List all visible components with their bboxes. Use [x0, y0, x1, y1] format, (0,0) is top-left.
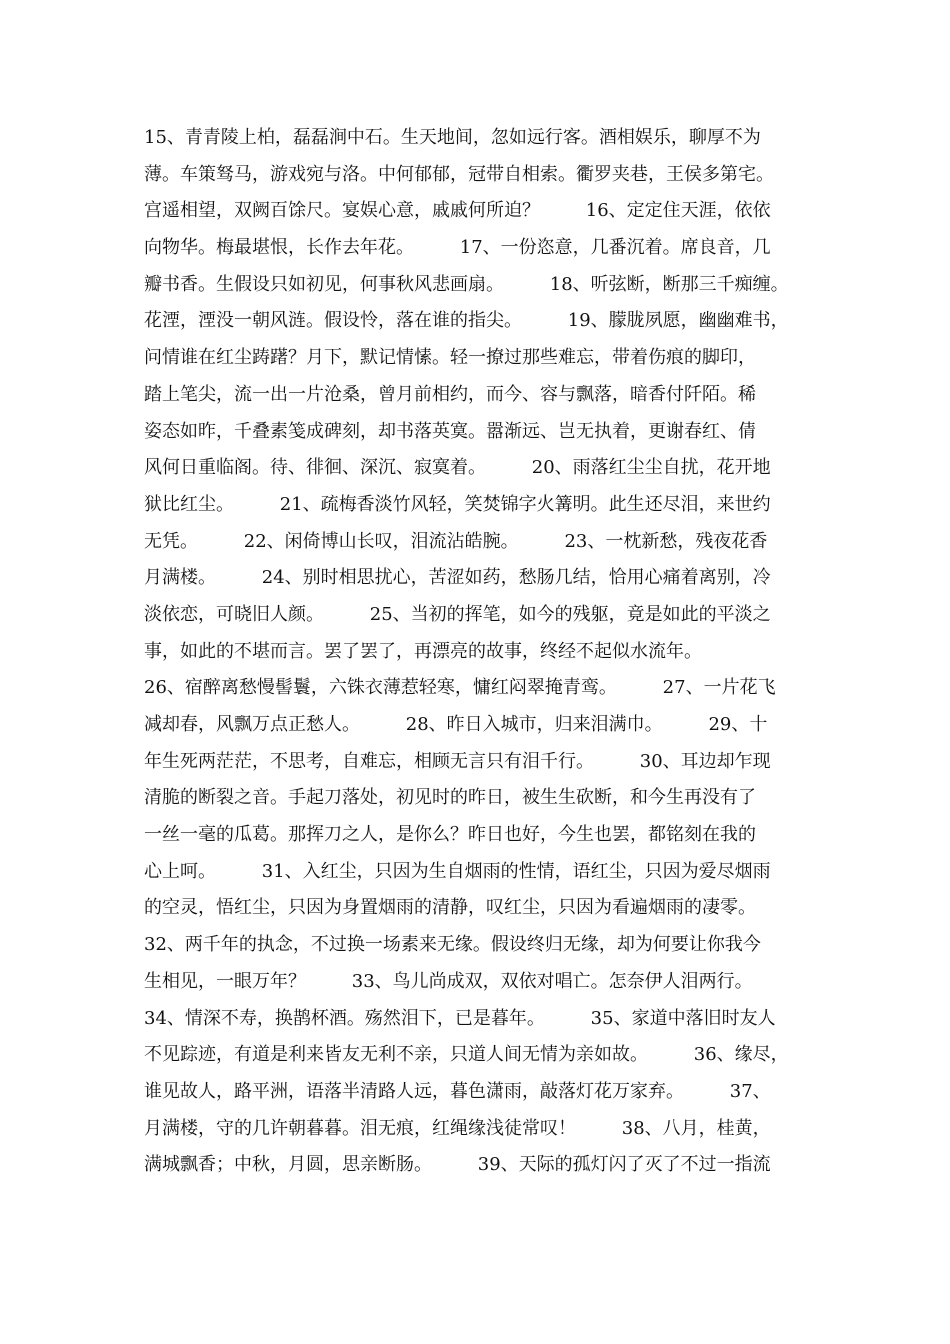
text-line: 32、两千年的执念，不过换一场素来无缘。假设终归无缘，却为何要让你我今: [144, 934, 761, 956]
text-line: 的空灵，悟红尘，只因为身置烟雨的清静，叹红尘，只因为看遍烟雨的凄零。: [144, 897, 756, 919]
text-line: 月满楼，守的几许朝暮暮。泪无痕，红绳缘浅徒常叹！ 38、八月，桂黄，: [144, 1117, 771, 1139]
text-line: 15、青青陵上柏，磊磊涧中石。生天地间，忽如远行客。酒相娱乐，聊厚不为: [144, 127, 761, 148]
text-line: 谁见故人，路平洲，语落半清路人远，暮色潇雨，敲落灯花万家弃。 37、: [144, 1080, 771, 1102]
text-line: 薄。车策驽马，游戏宛与洛。中何郁郁，冠带自相索。衢罗夹巷，王侯多第宅。: [144, 163, 774, 185]
text-line: 宫遥相望，双阙百馀尺。宴娱心意，戚戚何所迫？ 16、定定住天涯，依依: [144, 200, 771, 222]
text-line: 无凭。 22、闲倚博山长叹，泪流沾皓腕。 23、一枕新愁，残夜花香: [144, 530, 768, 552]
text-line: 月满楼。 24、别时相思扰心，苦涩如药，愁肠几结，恰用心痛着离别，冷: [144, 567, 771, 589]
text-line: 花湮，湮没一朝风涟。假设怜，落在谁的指尖。 19、朦胧夙愿，幽幽难书，: [144, 310, 789, 332]
text-line: 34、情深不寿，换鹊杯酒。殇然泪下，已是暮年。 35、家道中落旧时友人: [144, 1007, 776, 1029]
text-line: 姿态如昨，千叠素笺成碑刻，却书落英寞。嚣渐远、岂无执着，更谢春红、倩: [144, 420, 756, 442]
text-line: 瓣书香。生假设只如初见，何事秋风悲画扇。 18、听弦断，断那三千痴缠。: [144, 273, 789, 295]
text-line: 26、宿醉离愁慢髻鬟，六铢衣薄惹轻寒，慵红闷翠掩青鸾。 27、一片花飞: [144, 677, 776, 699]
text-line: 向物华。梅最堪恨，长作去年花。 17、一份恣意，几番沉着。席良音，几: [144, 237, 771, 259]
text-line: 生相见，一眼万年？ 33、鸟儿尚成双，双依对唱亡。怎奈伊人泪两行。: [144, 970, 753, 992]
text-line: 减却春，风飘万点正愁人。 28、昨日入城市，归来泪满巾。 29、十: [144, 714, 768, 735]
text-line: 不见踪迹，有道是利来皆友无利不亲，只道人间无情为亲如故。 36、缘尽，: [144, 1044, 789, 1066]
text-line: 事，如此的不堪而言。罢了罢了，再漂亮的故事，终经不起似水流年。: [144, 640, 702, 662]
text-line: 心上呵。 31、入红尘，只因为生自烟雨的性情，语红尘，只因为爱尽烟雨: [144, 860, 771, 882]
text-line: 踏上笔尖，流一出一片沧桑，曾月前相约，而今、容与飘落，暗香付阡陌。稀: [144, 383, 756, 405]
body-text: [144, 120, 814, 1184]
text-line: 问情谁在红尘踌躇？月下，默记情愫。轻一撩过那些难忘，带着伤痕的脚印，: [144, 347, 756, 369]
text-line: 满城飘香；中秋，月圆，思亲断肠。 39、天际的孤灯闪了灭了不过一指流: [144, 1154, 771, 1176]
text-line: 年生死两茫茫，不思考，自难忘，相顾无言只有泪千行。 30、耳边却乍现: [144, 750, 771, 772]
text-line: 风何日重临阁。待、徘徊、深沉、寂寞着。 20、雨落红尘尘自扰，花开地: [144, 457, 771, 479]
text-line: 一丝一毫的瓜葛。那挥刀之人，是你么？昨日也好，今生也罢，都铭刻在我的: [144, 824, 756, 846]
text-line: 狱比红尘。 21、疏梅香淡竹风轻，笑焚锦字火篝明。此生还尽泪，来世约: [144, 493, 771, 515]
text-line: 淡依恋，可晓旧人颜。 25、当初的挥笔，如今的残躯，竟是如此的平淡之: [144, 603, 771, 625]
text-line: 清脆的断裂之音。手起刀落处，初见时的昨日，被生生砍断，和今生再没有了: [144, 787, 756, 809]
